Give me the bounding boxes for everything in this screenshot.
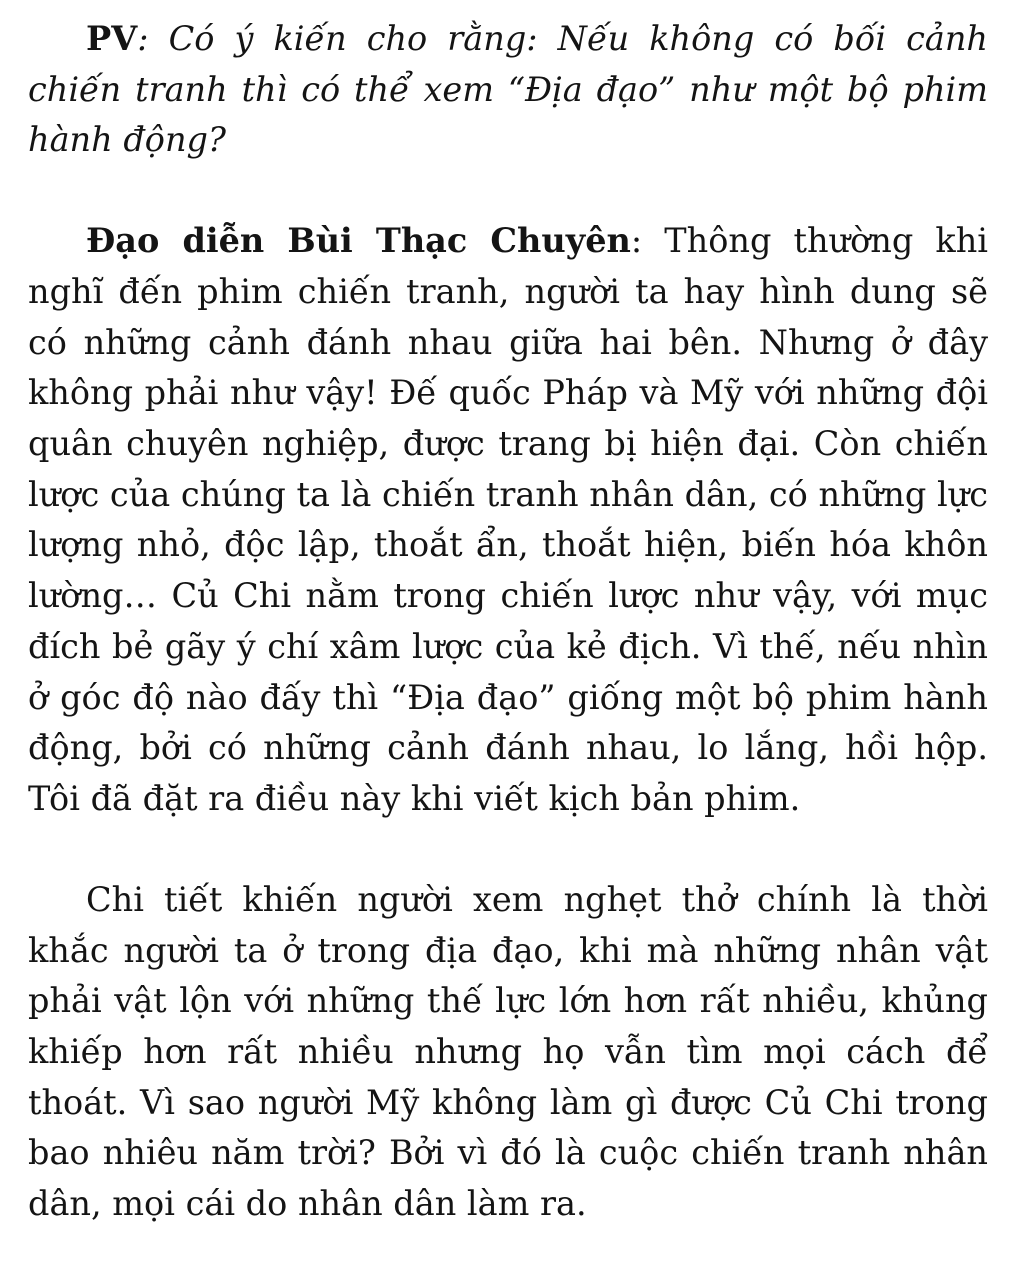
answer-paragraph [28,216,988,825]
answer-text: Thông thường khi nghĩ đến phim chiến tranh, người ta hay hình dung sẽ có những cảnh đánh nhau giữa hai bên. Nhưng ở đây không phải như vậy! Đế quốc Pháp và Mỹ với những đội quân chuyên nghiệp, được trang bị hiện đại. Còn chiến lược của chúng ta là chiến tranh nhân dân, có những lực lượng nhỏ, độc lập, thoắt ẩn, thoắt hiện, biến hóa khôn lường… Củ Chi nằm trong chiến lược như vậy, với mục đích bẻ gãy ý chí xâm lược của kẻ địch. Vì thế, nếu nhìn ở góc độ nào đấy thì “Địa đạo” giống một bộ phim hành động, bởi có những cảnh đánh nhau, lo lắng, hồi hộp. Tôi đã đặt ra điều này khi viết kịch bản phim. [28,221,988,819]
continuation-paragraph: Chi tiết khiến người xem nghẹt thở chính là thời khắc người ta ở trong địa đạo, khi mà những nhân vật phải vật lộn với những thế lực lớn hơn rất nhiều, khủng khiếp hơn rất nhiều nhưng họ vẫn tìm mọi cách để thoát. Vì sao người Mỹ không làm gì được Củ Chi trong bao nhiêu năm trời? Bởi vì đó là cuộc chiến tranh nhân dân, mọi cái do nhân dân làm ra. [28,879,988,1224]
question-paragraph [28,14,988,166]
question-text: Có ý kiến cho rằng: Nếu không có bối cảnh chiến tranh thì có thể xem “Địa đạo” như một bộ phim hành động? [28,19,988,160]
question-speaker: PV [86,19,138,58]
article-body [28,14,988,1230]
answer-speaker: Đạo diễn Bùi Thạc Chuyên [86,221,631,261]
answer-separator: : [630,221,665,261]
question-separator: : [137,19,169,58]
